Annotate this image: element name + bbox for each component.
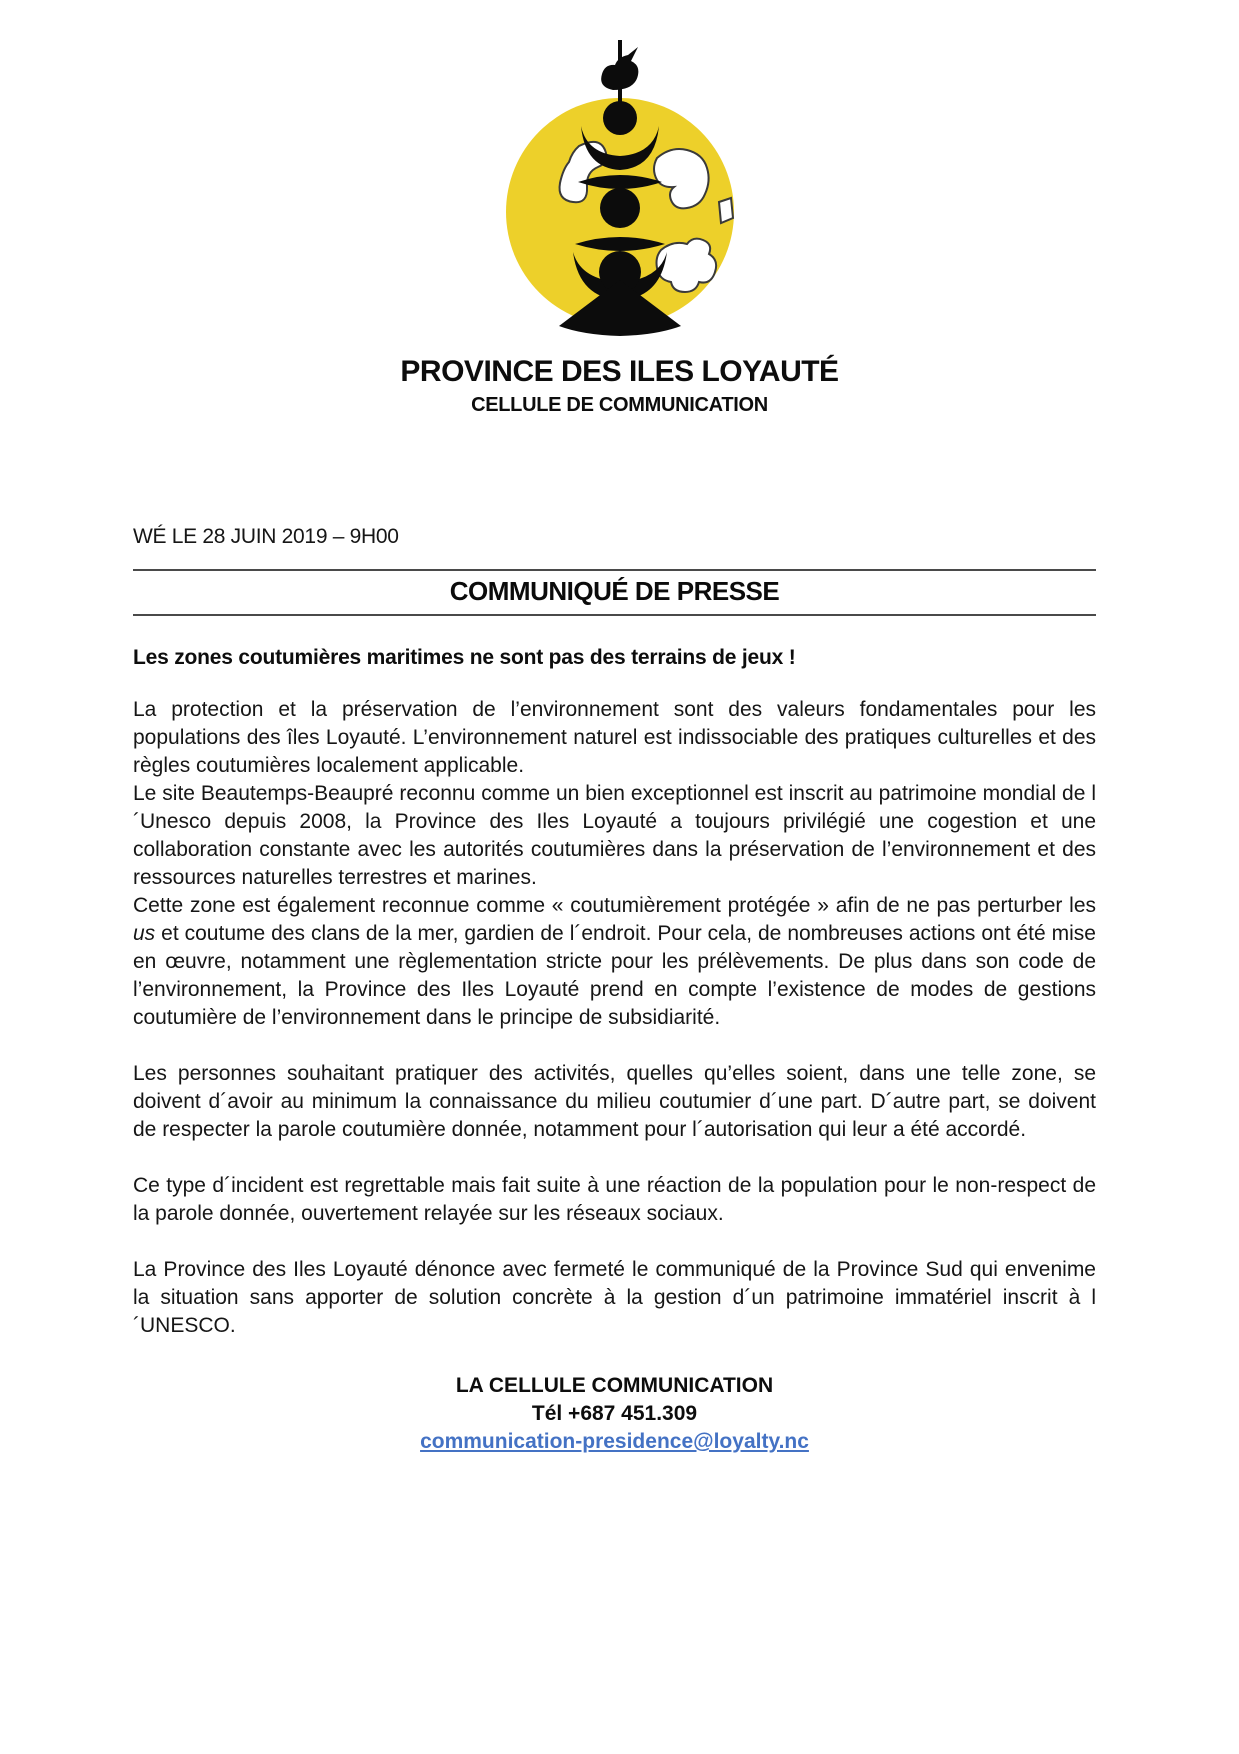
province-seal-icon [495,36,745,338]
paragraph-5: Ce type d´incident est regrettable mais fait suite à une réaction de la population pour le non-respect de la parole donnée, ouvertement relayée sur les réseaux sociaux. [133,1174,1096,1225]
paragraph-1: La protection et la préservation de l’environnement sont des valeurs fondamentales pour les populations des îles Loyauté. L’environnement naturel est indissociable des pratiques culturelles et des règles coutumières localement applicable. [133,698,1096,777]
footer-phone: Tél +687 451.309 [531,1402,698,1425]
footer-email-link[interactable]: communication-presidence@loyalty.nc [420,1430,809,1453]
paragraph-3-italic-term: us [133,922,156,945]
subject-heading: Les zones coutumières maritimes ne sont pas des terrains de jeux ! [133,646,796,669]
press-release-title: COMMUNIQUÉ DE PRESSE [449,576,780,606]
paragraph-6: La Province des Iles Loyauté dénonce avec fermeté le communiqué de la Province Sud qui envenime la situation sans apporter de solution concrète à la gestion d´un patrimoine immatériel inscrit à l´UNESCO. [133,1258,1096,1337]
header-logo [0,0,1239,343]
organization-title: PROVINCE DES ILES LOYAUTÉ [400,355,839,388]
press-release-banner [133,569,1096,616]
banner-bottom-rule [133,614,1096,616]
organization-subtitle: CELLULE DE COMMUNICATION [471,394,768,416]
dateline: WÉ LE 28 JUIN 2019 – 9H00 [133,525,399,548]
paragraph-2: Le site Beautemps-Beaupré reconnu comme un bien exceptionnel est inscrit au patrimoine mondial de l´Unesco depuis 2008, la Province des Iles Loyauté a toujours privilégié une cogestion et une collaboration constante avec les autorités coutumières dans la préservation de l’environnement et des ressources naturelles terrestres et marines. [133,782,1096,889]
footer-signature: LA CELLULE COMMUNICATION [455,1374,774,1397]
paragraph-3 [133,892,1096,1032]
paragraph-3-rest: et coutume des clans de la mer, gardien de l´endroit. Pour cela, de nombreuses actions ont été mise en œuvre, notamment une règlementation stricte pour les prélèvements. De plus dans son code de l’environnement, la Province des Iles Loyauté prend en compte l’existence de modes de gestions coutumière de l’environnement dans le principe de subsidiarité. [133,922,1096,1029]
island-tiga-icon [719,198,733,223]
paragraph-3-lead: Cette zone est également reconnue comme « coutumièrement protégée » afin de ne pas perturber les [133,894,1096,917]
footer-signature-block [133,1372,1096,1456]
paragraph-4: Les personnes souhaitant pratiquer des activités, quelles qu’elles soient, dans une telle zone, se doivent d´avoir au minimum la connaissance du milieu coutumier d´une part. D´autre part, se doivent de respecter la parole coutumière donnée, notamment pour l´autorisation qui leur a été accordé. [133,1062,1096,1141]
